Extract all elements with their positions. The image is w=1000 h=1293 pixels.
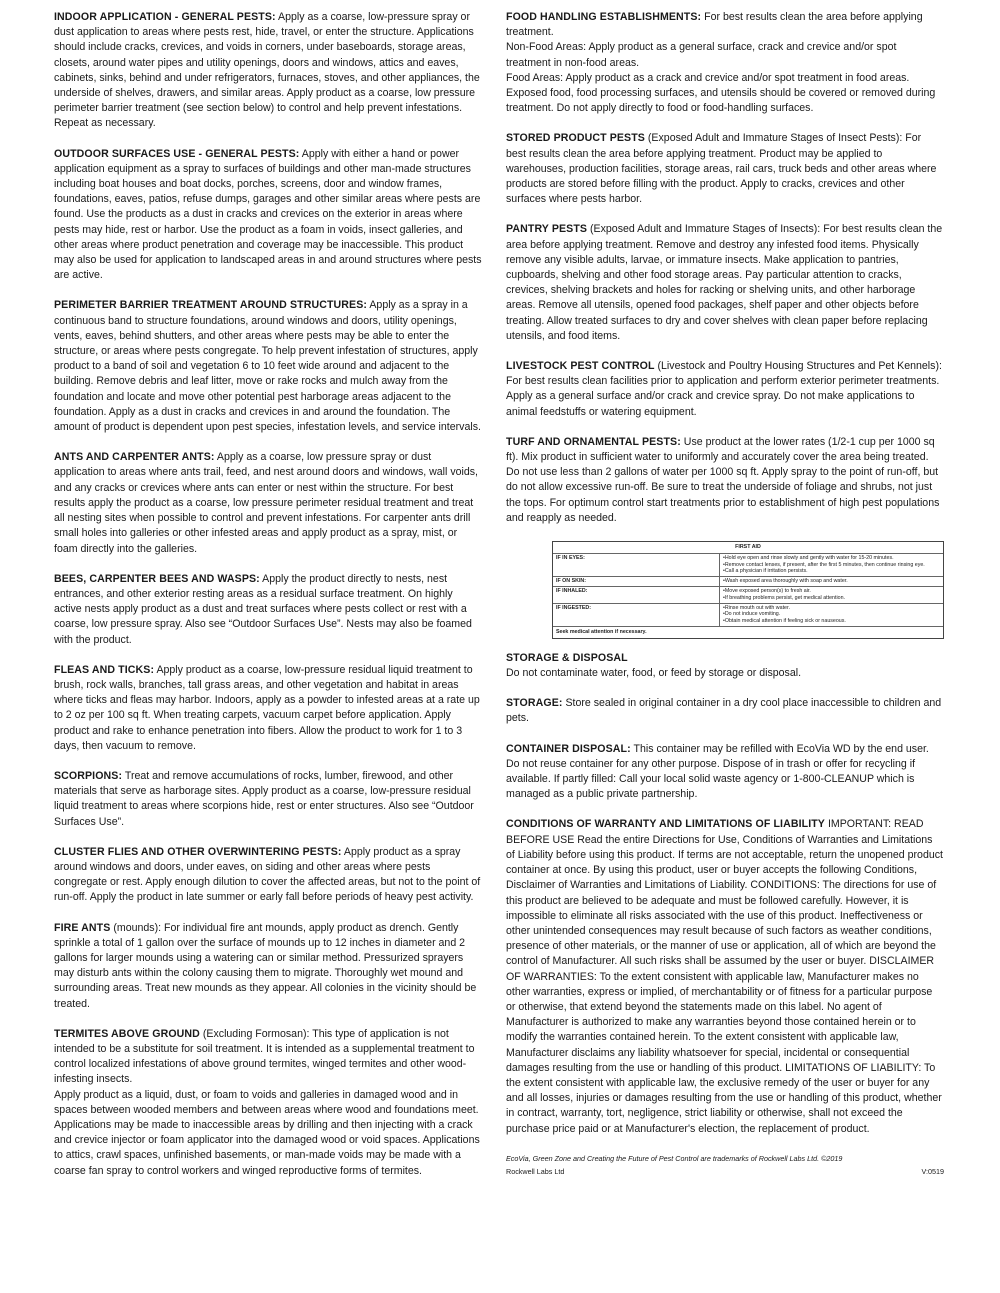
first-aid-step: • Rinse mouth out with water. — [723, 605, 940, 612]
section-text: Food Areas: Apply product as a crack and crevice and/or spot treatment in food areas. Exposed food, food processing surfaces, and utensils should be covered or removed during treatment. Do not apply directly to food or food-handling surfaces. — [506, 71, 936, 115]
label-section — [506, 742, 944, 803]
section-text: Apply the product directly to nests, nest entrances, and other exterior resting areas as a residual surface treatment. On highly active nests apply product as a dust and treat surfaces where pests collect or rest with a coarse, low pressure spray. Also see “Outdoor Surfaces Use”. Nests may also be foamed with the product. — [54, 572, 472, 646]
label-section — [506, 222, 944, 344]
first-aid-label: IF INHALED: — [553, 587, 720, 603]
section-subheading: (Exposed Adult and Immature Stages of Insects): — [590, 223, 821, 236]
section-paragraph — [506, 742, 944, 803]
section-text: Use product at the lower rates (1/2-1 cup per 1000 sq ft). Mix product in sufficient water to uniformly and accurately cover the area being treated. Do not use less than 2 gallons of water per 1000 sq ft. Apply spray to the point of run-off, but do not allow excessive run-off. Be sure to treat the underside of foliage and shrubs, not just the tops. For optimum control start treatments prior to establishment of high pest populations and reapply as needed. — [506, 435, 940, 524]
section-paragraph — [506, 40, 944, 70]
section-paragraph — [54, 147, 482, 284]
label-section — [54, 298, 482, 435]
label-section — [54, 1027, 482, 1179]
first-aid-steps — [720, 554, 943, 576]
first-aid-step: • Obtain medical attention if feeling sick or nauseous. — [723, 618, 940, 625]
section-heading: PERIMETER BARRIER TREATMENT AROUND STRUCTURES: — [54, 299, 367, 312]
first-aid-step: • Move exposed person(s) to fresh air. — [723, 588, 940, 595]
section-heading: TURF AND ORNAMENTAL PESTS: — [506, 435, 681, 448]
section-text: Do not contaminate water, food, or feed by storage or disposal. — [506, 667, 802, 680]
section-subheading: (Excluding Formosan): — [202, 1027, 310, 1040]
section-text: For best results clean facilities prior to application and perform exterior perimeter treatments. Apply as a general surface and/or crack and crevice spray. Do not make applications to animal feedstuffs or watering equipment. — [506, 375, 940, 418]
right-bottom-sections — [506, 651, 944, 1137]
left-column — [54, 10, 482, 1194]
first-aid-table — [552, 541, 944, 639]
section-text: Apply product as a coarse, low-pressure residual liquid treatment to brush, rock walls, branches, tall grass areas, and other vegetation and habitat in areas where ticks and fleas may harbor. Indoors, apply as a powder to infested areas at a rate up to 2 oz per 100 sq ft. When treating carpets, vacuum carpet before application. Apply product and rake to enhance penetration into fibers. Allow the product to work for 1 to 3 days, then vacuum to remove. — [54, 663, 480, 752]
section-paragraph — [506, 696, 944, 726]
company-name: Rockwell Labs Ltd — [506, 1166, 565, 1176]
label-section — [54, 769, 482, 830]
label-section — [54, 845, 482, 906]
section-heading: PANTRY PESTS — [506, 223, 588, 236]
section-paragraph — [506, 651, 944, 681]
section-text: For best results clean the area before applying treatment. — [506, 11, 923, 39]
trademark-notice: EcoVia, Green Zone and Creating the Future of Pest Control are trademarks of Rockwell Labs Ltd. ©2019 — [506, 1153, 843, 1163]
section-heading: FLEAS AND TICKS: — [54, 663, 155, 676]
section-heading: TERMITES ABOVE GROUND — [54, 1027, 200, 1040]
label-section — [54, 10, 482, 132]
first-aid-row — [553, 604, 943, 627]
label-section — [54, 921, 482, 1012]
first-aid-title: FIRST AID — [553, 542, 943, 554]
section-text: IMPORTANT: READ BEFORE USE Read the entire Directions for Use, Conditions of Warranties and Limitations of Liability before using this product. If terms are not acceptable, return the unopened product container at once. By using this product, user or buyer accepts the following Conditions, Disclaimer of Warranties and Limitations of Liability. CONDITIONS: The directions for use of this product are believed to be adequate and must be followed carefully. However, it is impossible to eliminate all risks associated with the use of this product. Ineffectiveness or other unintended consequences may result because of such factors as weather conditions, presence of other materials, or the manner of use or application, all of which are beyond the control of Manufacturer. All such risks shall be assumed by the user or buyer. DISCLAIMER OF WARRANTIES: To the extent consistent with applicable law, Manufacturer makes no other warranties, express or implied, of merchantability or of fitness for a particular purpose or otherwise, that extend beyond the statements made on this label. No agent of Manufacturer is authorized to make any warranties beyond those contained herein or to modify the warranties contained herein. To the extent consistent with applicable law, Manufacturer disclaims any liability whatsoever for special, incidental or consequential damages resulting from the use or handling of this product. LIMITATIONS OF LIABILITY: To the extent consistent with applicable law, the exclusive remedy of the user or buyer for any and all losses, injuries or damages resulting from the use or handling of this product, whether in contract, warranty, tort, negligence, strict liability or otherwise, shall not exceed the purchase price paid or at Manufacturer's election, the replacement of product. — [506, 818, 943, 1135]
section-subheading: (mounds): — [113, 921, 162, 934]
section-paragraph — [54, 298, 482, 435]
label-section — [54, 450, 482, 556]
section-heading: STORAGE: — [506, 697, 563, 710]
section-text: Non-Food Areas: Apply product as a general surface, crack and crevice and/or spot treatment in non-food areas. — [506, 41, 897, 69]
first-aid-label: IF IN EYES: — [553, 554, 720, 576]
section-subheading: (Livestock and Poultry Housing Structures and Pet Kennels): — [657, 360, 942, 373]
section-heading: STORAGE & DISPOSAL — [506, 651, 628, 664]
first-aid-note: Seek medical attention if necessary. — [556, 629, 647, 636]
label-section — [506, 435, 944, 526]
section-heading: OUTDOOR SURFACES USE - GENERAL PESTS: — [54, 147, 300, 160]
section-text: Apply as a coarse, low-pressure spray or dust application to areas where pests rest, hide, travel, or enter the structure. Applications should include cracks, crevices, and voids in corners, under baseboards, storage areas, closets, around water pipes and utility openings, doors and windows, attics and eaves, cabinets, sinks, behind and under refrigerators, furnaces, stoves, and other appliances, the underside of shelves, drawers, and similar areas. Apply product as a coarse, low pressure perimeter barrier treatment (see section below) to control and help prevent infestations. Repeat as necessary. — [54, 11, 480, 130]
section-text: For best results clean the area before applying treatment. Product may be applied to warehouses, production facilities, storage areas, rail cars, truck beds and other areas where products are stored before filling with the product. Apply to cracks, crevices and other surfaces where pests harbor. — [506, 132, 937, 206]
section-text: This type of application is not intended to be a substitute for soil treatment. It is intended as a supplemental treatment to control localized infestations of above ground termites, winged termites and other wood-infesting insects. — [54, 1027, 475, 1086]
section-heading: STORED PRODUCT PESTS — [506, 132, 645, 145]
section-heading: ANTS AND CARPENTER ANTS: — [54, 451, 215, 464]
first-aid-step: • Remove contact lenses, if present, after the first 5 minutes, then continue rinsing eye. — [723, 562, 940, 569]
section-heading: INDOOR APPLICATION - GENERAL PESTS: — [54, 11, 276, 23]
section-heading: CLUSTER FLIES AND OTHER OVERWINTERING PESTS: — [54, 845, 342, 858]
section-heading: FOOD HANDLING ESTABLISHMENTS: — [506, 11, 702, 23]
first-aid-row — [553, 577, 943, 587]
first-aid-label: IF ON SKIN: — [553, 577, 720, 586]
first-aid-label: IF INGESTED: — [553, 604, 720, 626]
section-paragraph — [54, 572, 482, 648]
section-paragraph — [54, 1088, 482, 1118]
first-aid-step: • Hold eye open and rinse slowly and gently with water for 15-20 minutes. — [723, 555, 940, 562]
label-section — [506, 817, 944, 1136]
first-aid-step: • Wash exposed area thoroughly with soap and water. — [723, 578, 940, 585]
section-paragraph — [54, 769, 482, 830]
section-text: This container may be refilled with EcoVia WD by the end user. Do not reuse container for any other purpose. Dispose of in trash or offer for recycling if available. If partly filled: Call your local solid waste agency or 1-800-CLEANUP which is managed as a public private partnership. — [506, 742, 929, 801]
section-paragraph — [54, 1027, 482, 1088]
section-paragraph — [506, 359, 944, 420]
right-top-sections — [506, 10, 944, 526]
section-paragraph — [54, 450, 482, 556]
section-text: Applications may be made to inaccessible areas by drilling and then injecting with a crack and crevice injector or foam applicator into the damaged wood or void spaces. Applications to attics, crawl spaces, unfinished basements, or man-made voids may be made with a coarse fan spray to control workers and winged reproductive forms of termites. — [54, 1119, 480, 1177]
first-aid-step: • Call a physician if irritation persists. — [723, 568, 940, 575]
section-text: Apply with either a hand or power application equipment as a spray to surfaces of buildings and other man-made structures including boat houses and boat docks, porches, screens, door and window frames, foundations, eaves, patios, refuse dumps, garages and other similar areas where pests are found. Use the products as a dust in cracks and crevices on the exterior in areas where pests may hide, rest or harbor. Use the product as a foam in voids, insect galleries, and other areas where product penetration and coverage may be inaccessible. This product may also be used for application to landscaped areas in and around structures where pests are active. — [54, 147, 482, 282]
label-section — [506, 131, 944, 207]
section-text: Apply as a coarse, low pressure spray or dust application to areas where ants trail, feed, and nest around doors and windows, wall voids, and any cracks or crevices where ants can enter or nest within the structure. For best results apply the product as a coarse, low pressure perimeter residual treatment and treat all nesting sites when possible to control and prevent infestations. For carpenter ants drill small holes into galleries or other infested areas and apply product as a spray, mist, or foam directly into the galleries. — [54, 451, 478, 555]
first-aid-steps — [720, 577, 943, 586]
section-paragraph — [54, 921, 482, 1012]
section-text: Apply as a spray in a continuous band to structure foundations, around windows and doors, utility openings, vents, eaves, behind shutters, and other areas where pests may be able to enter the structure, or areas where pests congregate. To help prevent infestation of structures, apply product to a band of soil and vegetation 6 to 10 feet wide around and adjacent to the building. Remove debris and leaf litter, move or rake rocks and mulch away from the foundation and locate and move other potential pest harborage areas adjacent to the foundation. Apply as a dust in cracks and crevices in and around the foundation. The amount of product is dependent upon pest species, infestation levels, and service intervals. — [54, 299, 481, 434]
label-section — [54, 663, 482, 754]
section-text: Apply product as a liquid, dust, or foam to voids and galleries in damaged wood and in spaces between wooded members and between areas where wood and foundations meet. — [54, 1088, 479, 1116]
section-paragraph — [506, 131, 944, 207]
section-paragraph — [54, 663, 482, 754]
section-text: For best results clean the area before applying treatment. Remove and destroy any infested food items. Physically remove any visible adults, larvae, or immature insects. Make application to pantries, cupboards, shelving and other food storage areas. Pay particular attention to cracks, crevices, shelving brackets and holes for racking or shelving units, and other harborage areas. Remove all utensils, opened food packages, shelf paper and other objects before treating. Allow treated surfaces to dry and cover shelves with clean paper before replacing utensils, and food items. — [506, 223, 943, 342]
section-heading: SCORPIONS: — [54, 769, 123, 782]
label-section — [506, 651, 944, 681]
right-column — [506, 10, 944, 1194]
label-section — [54, 572, 482, 648]
section-paragraph — [506, 435, 944, 526]
label-section — [506, 10, 944, 116]
section-text: Apply product as a spray around windows and doors, under eaves, on siding and other areas where pests congregate or rest. Apply enough dilution to cover the affected areas, but not to the point of run-off. Apply the product in late summer or early fall before periods of heavy pest activity. — [54, 845, 481, 904]
section-paragraph — [506, 10, 944, 40]
section-text: Store sealed in original container in a dry cool place inaccessible to children and pets. — [506, 697, 942, 725]
section-paragraph — [54, 845, 482, 906]
section-subheading: (Exposed Adult and Immature Stages of Insect Pests): — [647, 132, 903, 145]
section-text: For individual fire ant mounds, apply product as drench. Gently sprinkle a total of 1 gallon over the surface of mounds up to 12 inches in diameter and 2 gallons for larger mounds using a watering can or similar method. Pressurized sprayers may disturb ants within the colony causing them to migrate. Thoroughly wet mound and surrounding areas. Treat new mounds as they appear. All colonies in the vicinity should be treated. — [54, 921, 477, 1010]
label-section — [506, 696, 944, 726]
section-paragraph — [506, 222, 944, 344]
section-heading: CONTAINER DISPOSAL: — [506, 742, 631, 755]
first-aid-steps — [720, 587, 943, 603]
footer — [506, 1152, 944, 1178]
section-heading: CONDITIONS OF WARRANTY AND LIMITATIONS OF LIABILITY — [506, 818, 825, 831]
section-text: Treat and remove accumulations of rocks, lumber, firewood, and other materials that serve as harborage sites. Apply product as a coarse, low-pressure residual liquid treatment to areas where scorpions hide, rest or enter structures. Also see “Outdoor Surfaces Use”. — [54, 769, 474, 828]
first-aid-row — [553, 554, 943, 577]
first-aid-step: • Do not induce vomiting. — [723, 611, 940, 618]
label-section — [506, 359, 944, 420]
first-aid-step: • If breathing problems persist, get medical attention. — [723, 595, 940, 602]
version-code: V:0519 — [921, 1166, 944, 1176]
first-aid-row — [553, 587, 943, 604]
first-aid-steps — [720, 604, 943, 626]
section-heading: LIVESTOCK PEST CONTROL — [506, 360, 655, 373]
section-paragraph — [506, 817, 944, 1136]
section-heading: FIRE ANTS — [54, 921, 111, 934]
section-paragraph — [54, 1118, 482, 1179]
section-paragraph — [54, 10, 482, 132]
label-section — [54, 147, 482, 284]
section-heading: BEES, CARPENTER BEES AND WASPS: — [54, 572, 260, 585]
section-paragraph — [506, 71, 944, 117]
